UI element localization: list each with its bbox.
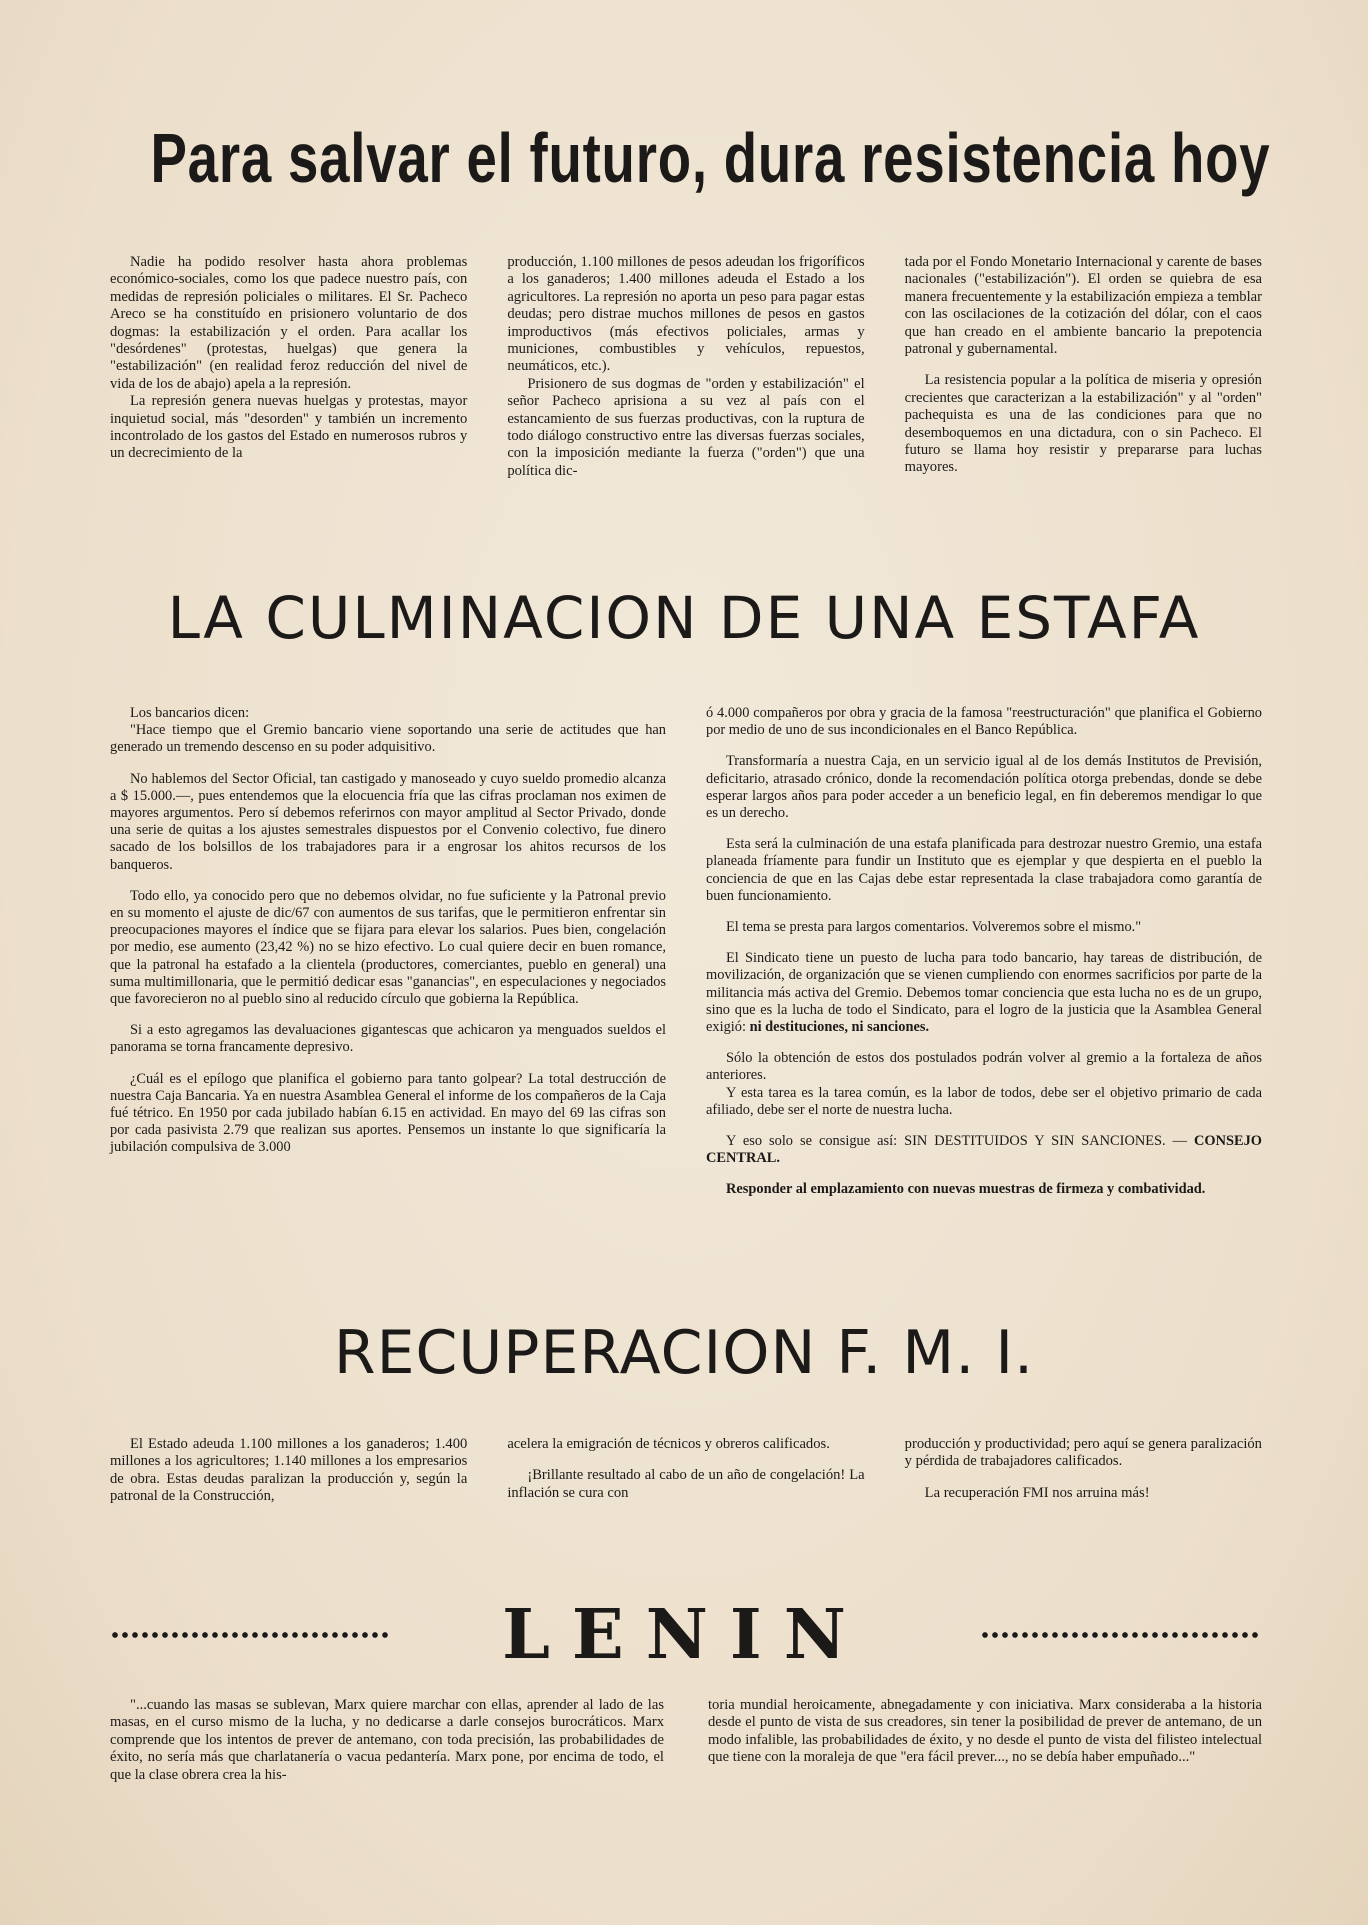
lenin-header [110, 1595, 1260, 1675]
article3-column-1 [110, 1436, 467, 1506]
paragraph: Transformaría a nuestra Caja, en un servicio igual al de los demás Institutos de Previsión, deficitario, atrasado crónico, donde la recomendación política otorga prebendas, donde se debe esperar largos años para poder acceder a un beneficio legal, en fin deberemos mendigar lo que es un derecho. [706, 753, 1262, 822]
paragraph: Todo ello, ya conocido pero que no debemos olvidar, no fue suficiente y la Patronal previo en su momento el ajuste de dic/67 con aumentos de sus tarifas, que le permitieron enfrentar sin preocupaciones mayores el índice que se fijara para elevar los salarios. Pues bien, congelación por medio, ese aumento (23,42 %) no se hizo efectivo. Lo cual quiere decir en buen romance, que la patronal ha estafado a la clientela (productores, comerciantes, pueblo en general) una suma multimillonaria, que le permitió dedicar esas "ganancias", en especulaciones y negociados que favorecieron no al pueblo sino al reducido círculo que gobierna la República. [110, 887, 666, 1008]
dotted-rule-right [980, 1629, 1260, 1641]
article2-column-2 [706, 705, 1262, 1199]
paragraph: La represión genera nuevas huelgas y protestas, mayor inquietud social, más "desorden" y también un incremento incontrolado de los gastos del Estado en numerosos rubros y un decrecimiento de la [110, 393, 468, 462]
paragraph: toria mundial heroicamente, abnegadamente y con iniciativa. Marx consideraba a la historia desde el punto de vista de sus creadores, sin tener la posibilidad de prever de antemano, de un modo infalible, las probabilidades de éxito, y no desde el punto de vista del filisteo intelectual que tiene con la moraleja de que "era fácil prever..., no se debía haber empuñado..." [708, 1697, 1262, 1766]
headline-para-salvar-el-futuro: Para salvar el futuro, dura resistencia hoy [150, 119, 1271, 197]
dotted-rule-left [110, 1629, 390, 1641]
paragraph: Esta será la culminación de una estafa planificada para destrozar nuestro Gremio, una estafa planeada fríamente para fundir un Instituto que es ejemplar y que despierta en el pueblo la conciencia de que en las Cajas debe estar representada la clase trabajadora como garantía de buen funcionamiento. [706, 836, 1262, 904]
article4-column-2 [708, 1697, 1262, 1784]
paragraph: Nadie ha podido resolver hasta ahora problemas económico-sociales, como los que padece nuestro país, con medidas de represión policiales o militares. El Sr. Pacheco Areco se ha constituído en prisionero voluntario de dos dogmas: la estabilización y el orden. Para acallar los "desórdenes" (protestas, huelgas) que genera la "estabilización" (en realidad feroz reducción del nivel de vida de los de abajo) apela a la represión. [110, 254, 468, 392]
paragraph-text: El Sindicato tiene un puesto de lucha para todo bancario, hay tareas de distribución, de movilización, de organización que se vienen cumpliendo con enormes sacrificios por parte de la militancia más activa del Gremio. Debemos tomar conciencia que esta lucha no es de un grupo, sino que es la lucha de todo el Sindicato, para el logro de la justicia que la Asamblea General exigió: [706, 950, 1262, 1036]
paragraph: acelera la emigración de técnicos y obreros calificados. [507, 1436, 830, 1452]
paragraph: Prisionero de sus dogmas de "orden y estabilización" el señor Pacheco aprisiona a su vez al país con el estancamiento de sus fuerzas productivas, con la ruptura de todo diálogo constructivo entre las diversas fuerzas sociales, con la imposición mediante la fuerza ("orden") que una política dic- [507, 375, 865, 479]
paragraph: Si a esto agregamos las devaluaciones gigantescas que achicaron ya menguados sueldos el panorama se torna francamente depresivo. [110, 1022, 666, 1056]
headline-lenin: LENIN [502, 1595, 868, 1675]
paragraph: producción, 1.100 millones de pesos adeudan los frigoríficos a los ganaderos; 1.400 millones adeuda el Estado a los agricultores. La represión no aporta un peso para pagar estas deudas; pero distrae muchos millones de pesos en gastos improductivos (más efectivos policiales, armas y municiones, combustibles y vehículos, repuestos, neumáticos, etc.). [507, 254, 865, 375]
article4-column-1 [110, 1697, 664, 1784]
article3-column-3 [905, 1436, 1262, 1506]
paragraph [706, 1133, 1262, 1167]
paragraph: Y esta tarea es la tarea común, es la labor de todos, debe ser el objetivo primario de cada afiliado, debe ser el norte de nuestra lucha. [706, 1084, 1262, 1118]
paragraph-text: Y eso solo se consigue así: SIN DESTITUIDOS Y SIN SANCIONES. — [726, 1133, 1188, 1150]
paragraph: La recuperación FMI nos arruina más! [924, 1484, 1150, 1501]
headline-recuperacion-fmi: RECUPERACION F. M. I. [333, 1318, 1035, 1388]
article1-column-3 [905, 254, 1262, 480]
article2-column-1 [110, 705, 666, 1199]
article4-body [110, 1697, 1262, 1784]
paragraph: producción y productividad; pero aquí se genera paralización y pérdida de trabajadores calificados. [904, 1436, 1262, 1470]
paragraph: La resistencia popular a la política de miseria y opresión crecientes que caracterizan a la estabilización" y al "orden" pachequista es una de las condiciones para que no desemboquemos en una dictadura, con o sin Pacheco. El futuro se llama hoy resistir y prepararse para luchas mayores. [904, 372, 1262, 476]
paragraph: ¿Cuál es el epílogo que planifica el gobierno para tanto golpear? La total destrucción de nuestra Caja Bancaria. Ya en nuestra Asamblea General el informe de los compañeros de la Caja fué tétrico. En 1950 por cada jubilado habían 6.15 en actividad. En mayo del 69 las cifras son por cada pasivista 2.79 que realizan sus aportes. Pensemos un instante lo que significaría la jubilación compulsiva de 3.000 [110, 1070, 666, 1156]
paragraph: "...cuando las masas se sublevan, Marx quiere marchar con ellas, aprender al lado de las masas, en el curso mismo de la lucha, y no dedicarse a darle consejos burocráticos. Marx comprende que los intentos de prever de antemano, con toda precisión, las probabilidades de éxito, no sería más que charlatanería o vacua pedantería. Marx pone, por encima de todo, el que la clase obrera crea la his- [110, 1697, 664, 1783]
paragraph: Los bancarios dicen: [130, 705, 250, 721]
signature: CONSEJO CENTRAL. [706, 1133, 1262, 1167]
headline-la-culminacion-de-una-estafa: LA CULMINACION DE UNA ESTAFA [167, 584, 1201, 652]
article1-column-1 [110, 254, 467, 480]
paragraph: Sólo la obtención de estos dos postulados podrán volver al gremio a la fortaleza de años anteriores. [706, 1050, 1262, 1084]
paragraph [706, 950, 1262, 1036]
paragraph: tada por el Fondo Monetario Internacional y carente de bases nacionales ("estabilización"). El orden se quiebra de esa manera frecuentemente y la estabilización empieza a temblar con las oscilaciones de la cotización del dólar, con el caos que han creado en el ambiente bancario la prepotencia patronal y gubernamental. [904, 254, 1262, 358]
paragraph: "Hace tiempo que el Gremio bancario viene soportando una serie de actitudes que han generado un tremendo descenso en su poder adquisitivo. [110, 722, 666, 756]
article3-column-2 [507, 1436, 864, 1506]
closing-call: Responder al emplazamiento con nuevas muestras de firmeza y combatividad. [726, 1181, 1206, 1198]
paragraph: El Estado adeuda 1.100 millones a los ganaderos; 1.400 millones a los agricultores; 1.140 millones a los empresarios de obra. Estas deudas paralizan la producción y, según la patronal de la Construcción, [110, 1436, 468, 1505]
paragraph: El tema se presta para largos comentarios. Volveremos sobre el mismo." [726, 919, 1142, 936]
paragraph: ó 4.000 compañeros por obra y gracia de la famosa "reestructuración" que planifica el Gobierno por medio de uno de sus incondicionales en el Banco República. [706, 705, 1262, 739]
article2-body [110, 705, 1262, 1199]
article3-body [110, 1436, 1262, 1506]
paragraph: ¡Brillante resultado al cabo de un año de congelación! La inflación se cura con [507, 1467, 865, 1501]
article1-column-2 [507, 254, 864, 480]
paragraph: No hablemos del Sector Oficial, tan castigado y manoseado y cuyo sueldo promedio alcanza a $ 15.000.—, pues entendemos que la elocuencia fría que las cifras proclaman nos eximen de mayores argumentos. Pero sí debemos referirnos con mayor amplitud al Sector Privado, donde una serie de quitas a los ajustes semestrales dispuestos por el Convenio colectivo, fue dinero sacado de los bolsillos de los trabajadores para ir a engrosar los ahitos recursos de los banqueros. [110, 770, 666, 873]
article1-body [110, 254, 1262, 480]
demand-text: ni destituciones, ni sanciones. [749, 1019, 930, 1036]
